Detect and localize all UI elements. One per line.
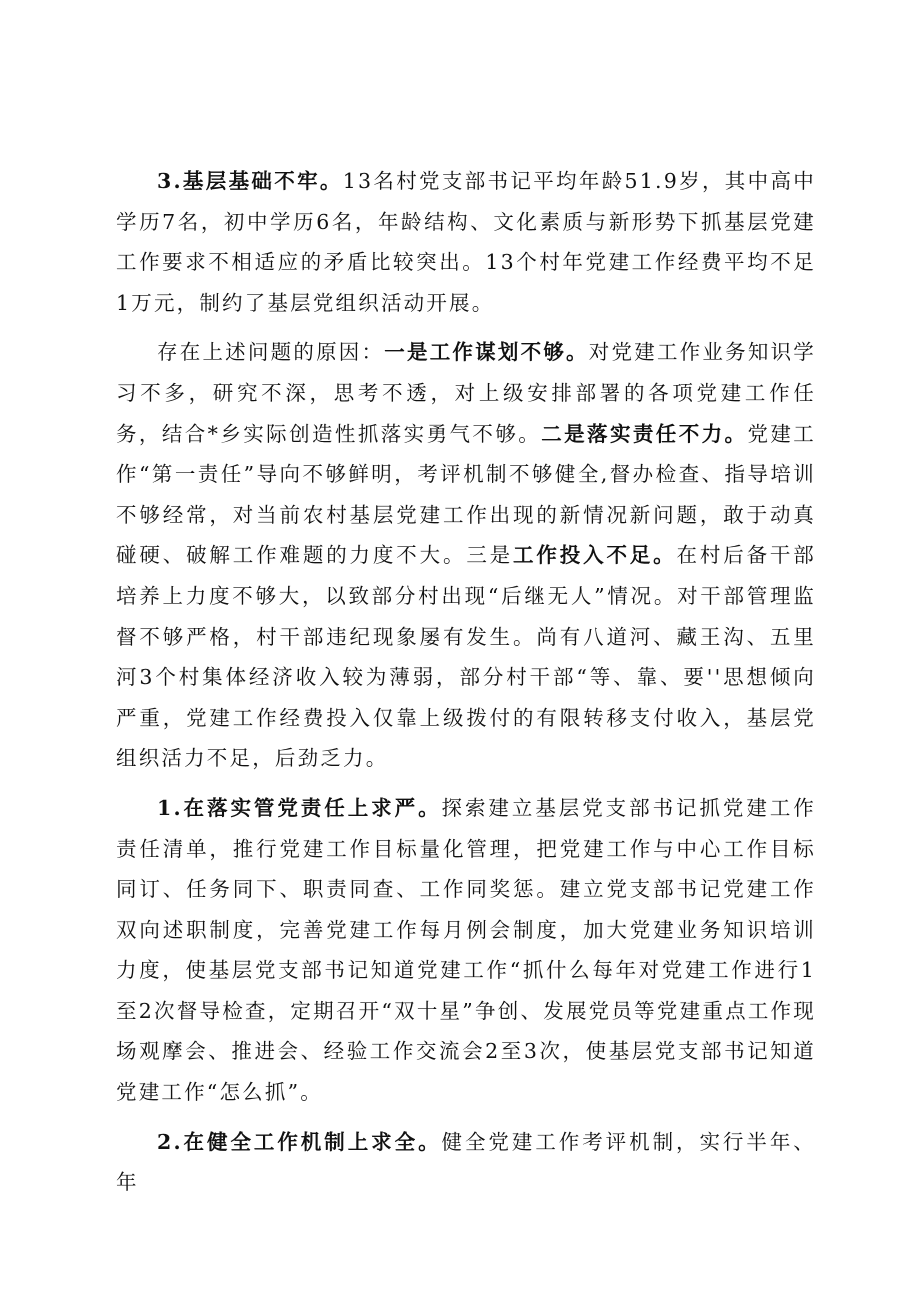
paragraph-lead: 3.基层基础不牢。	[157, 169, 343, 193]
document-page	[116, 161, 816, 1203]
paragraph-basic-foundation	[116, 161, 816, 323]
cause-three-lead: 工作投入不足。	[513, 543, 677, 568]
cause-one-body: 对党建工作业务知识学习不多，研究不深，思考不透，对上级安排部署的各项党建工作任务，结合*乡实际创造性抓落实勇气不够。	[116, 340, 817, 446]
cause-two-body: 党建工作“第一责任”导向不够鲜明，考评机制不够健全,督办检查、指导培训不够经常，对当前农村基层党建工作出现的新情况新问题，敢于动真碰硬、破解工作难题的力度不大。三是	[116, 421, 816, 568]
paragraph-intro: 存在上述问题的原因：	[157, 340, 385, 365]
measure-two-lead: 2.在健全工作机制上求全。	[157, 1129, 442, 1154]
paragraph-causes	[116, 332, 816, 779]
paragraph-body: 13名村党支部书记平均年龄51.9岁，其中高中学历7名，初中学历6名，年龄结构、文化素质与新形势下抓基层党建工作要求不相适应的矛盾比较突出。13个村年党建工作经费平均不足1万元，制约了基层党组织活动开展。	[116, 169, 816, 315]
cause-one-lead: 一是工作谋划不够。	[384, 340, 589, 365]
measure-one-body: 探索建立基层党支部书记抓党建工作责任清单，推行党建工作目标量化管理，把党建工作与中心工作目标同订、任务同下、职责同查、工作同奖惩。建立党支部书记党建工作双向述职制度，完善党建工作每月例会制度，加大党建业务知识培训力度，使基层党支部书记知道党建工作“抓什么每年对党建工作进行1至2次督导检查，定期召开“双十星”争创、发展党员等党建重点工作现场观摩会、推进会、经验工作交流会2至3次，使基层党支部书记知道党建工作“怎么抓”。	[116, 795, 816, 1105]
paragraph-measure-one	[116, 788, 816, 1113]
measure-two-body: 健全党建工作考评机制，实行半年、年	[116, 1129, 816, 1195]
cause-two-lead: 二是落实责任不力。	[541, 421, 748, 446]
cause-three-body: 在村后备干部培养上力度不够大，以致部分村出现“后继无人”情况。对干部管理监督不够严格，村干部违纪现象屡有发生。尚有八道河、藏王沟、五里河3个村集体经济收入较为薄弱，部分村干部“等、靠、要''思想倾向严重，党建工作经费投入仅靠上级拨付的有限转移支付收入，基层党组织活力不足，后劲乏力。	[116, 543, 816, 771]
paragraph-measure-two	[116, 1122, 816, 1203]
measure-one-lead: 1.在落实管党责任上求严。	[157, 795, 442, 820]
